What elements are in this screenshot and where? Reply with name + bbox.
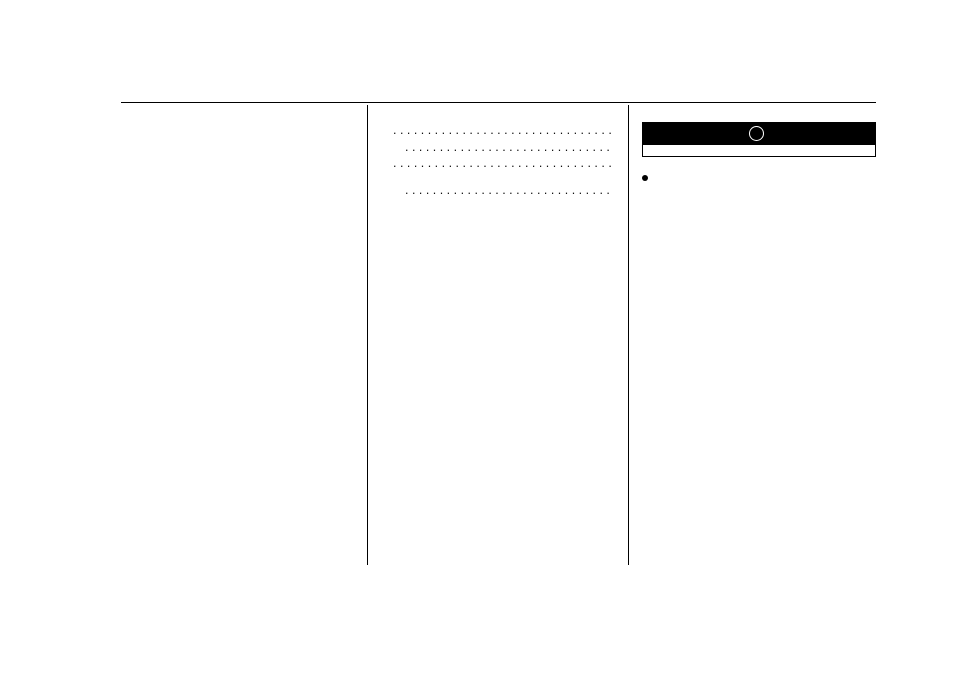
header-rule xyxy=(121,102,876,103)
bullet-icon xyxy=(642,175,648,181)
bullet-item xyxy=(642,169,876,181)
toc-column-1 xyxy=(121,112,353,128)
column-divider-1 xyxy=(367,105,368,565)
warning-text xyxy=(643,145,875,156)
warning-icon xyxy=(749,126,764,141)
toc-link[interactable] xyxy=(380,139,616,156)
toc-link[interactable] xyxy=(380,122,616,139)
warning-header xyxy=(643,123,875,145)
toc-column-2 xyxy=(380,112,616,198)
toc-link[interactable] xyxy=(380,182,616,199)
warning-box xyxy=(642,122,876,157)
content-column xyxy=(642,112,876,181)
toc-link[interactable] xyxy=(380,155,616,172)
column-divider-2 xyxy=(628,105,629,565)
